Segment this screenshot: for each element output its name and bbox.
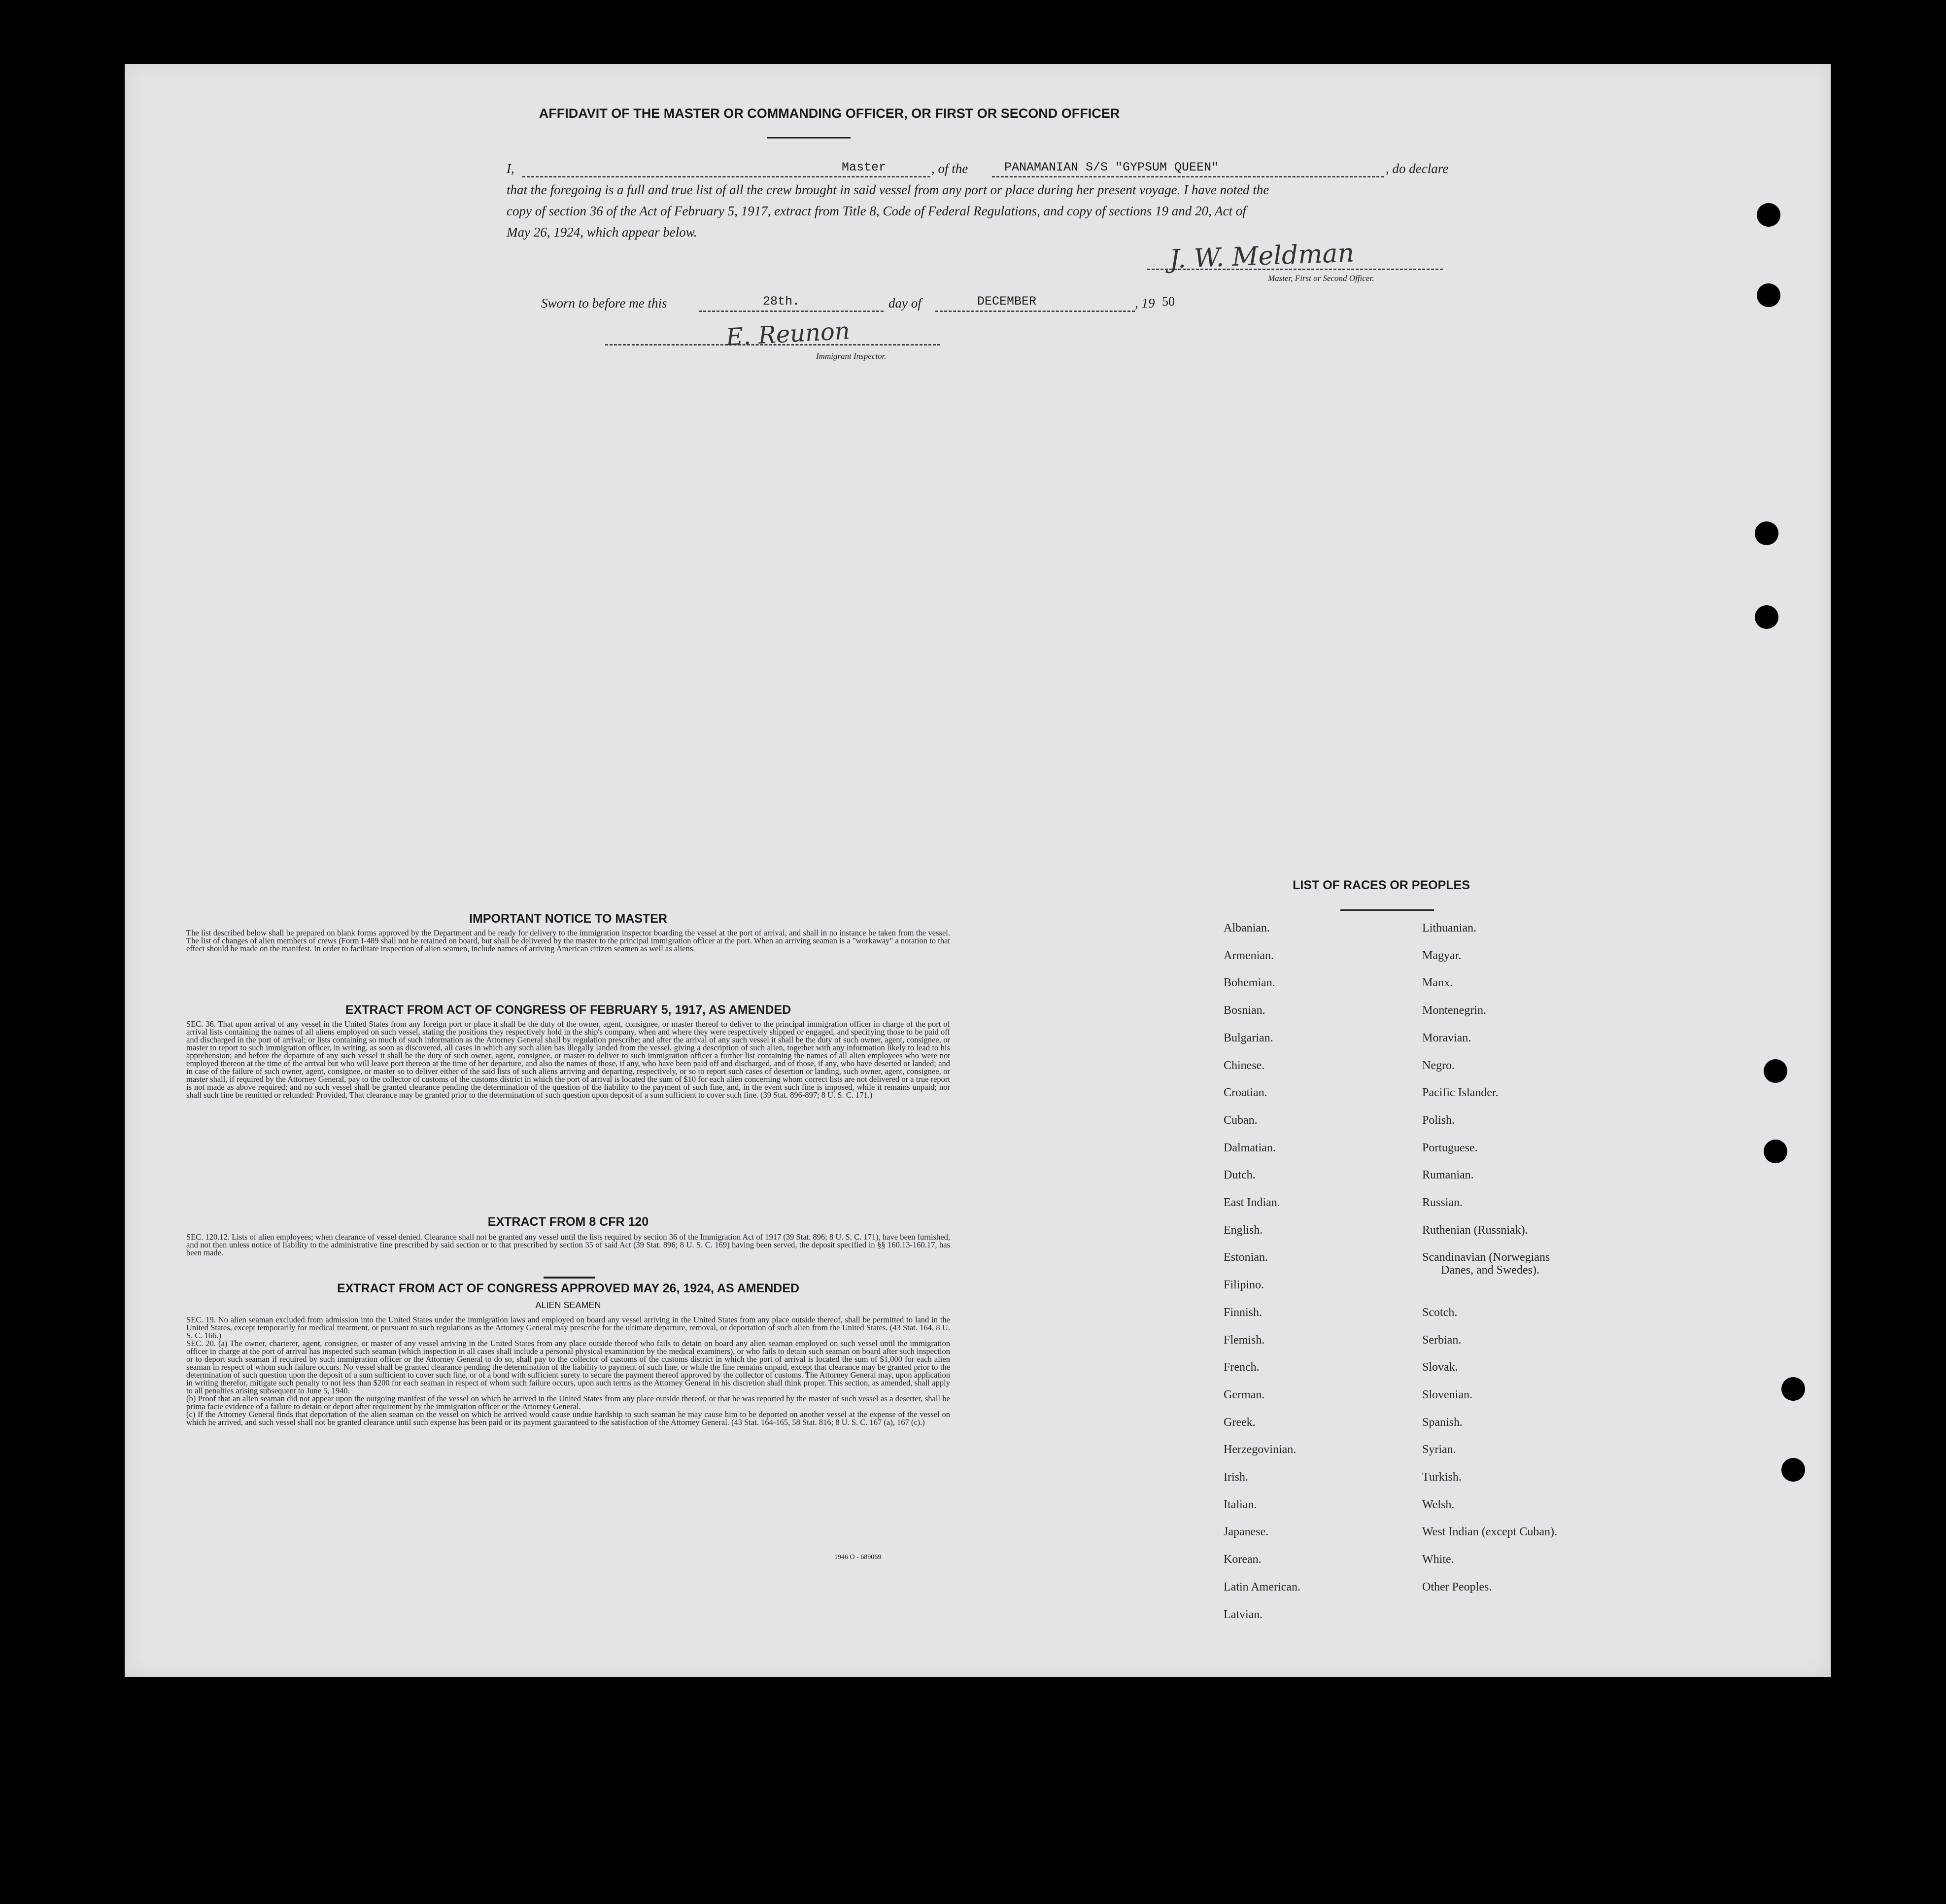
master-value: Master	[842, 160, 887, 174]
race-item: Latin American.	[1224, 1580, 1300, 1593]
month-value: DECEMBER	[977, 294, 1037, 309]
race-item: Latvian.	[1224, 1608, 1263, 1621]
extract-1917-text: SEC. 36. That upon arrival of any vessel in the United States from any foreign port or place it shall be the duty of the owner, agent, consignee, or master thereof to deliver to the principal immigration officer in charge of the port of arrival lists containing the names of all aliens employed on such vessel, stating the positions they respectively hold in the ship's company, when and where they were respectively shipped or engaged, and specifying those to be paid off and discharged in the port of arrival; or lists containing so much of such information as the Attorney General shall by regulation prescribe; and after the arrival of any such vessel it shall be the duty of such owner, agent, consignee, or master to report to such immigration officer, in writing, as soon as discovered, all cases in which any such alien has illegally landed from the vessel, giving a description of such alien, together with any information likely to lead to his apprehension; and before the departure of any such vessel it shall be the duty of such owner, agent, consignee, or master to deliver to such immigration officer a further list containing the names of all alien employees who were not employed thereon at the time of the arrival but who will leave port thereon at the time of her departure, and also the names of those, if any, who have been paid off and discharged, and of those, if any, who have deserted or landed; and in case of the failure of such owner, agent, consignee, or master so to deliver either of the said lists of such aliens arriving and departing, respectively, or so to report such cases of desertion or landing, such owner, agent, consignee, or master shall, if required by the Attorney General, pay to the collector of customs of the customs district in which the port of arrival is located the sum of $10 for each alien concerning whom correct lists are not delivered or a true report is not made as above required; and no such vessel shall be granted clearance pending the determination of the question of the liability to the payment of such fine, and, in the event such fine is imposed, while it remains unpaid; nor shall such fine be remitted or refunded: Provided, That clearance may be granted prior to the determination of such question upon deposit of a sum sufficient to cover such fine. (39 Stat. 896-897; 8 U. S. C. 171.)	[186, 1019, 950, 1100]
year-value: 50	[1162, 294, 1175, 309]
month-line	[935, 311, 1135, 312]
master-signature: J. W. Meldman	[1169, 238, 1355, 275]
race-item: Croatian.	[1224, 1086, 1267, 1100]
affidavit-line2: that the foregoing is a full and true list of all the crew brought in said vessel from any port or place during her present voyage. I have noted the	[507, 182, 1269, 197]
punch-hole-8	[1781, 1458, 1805, 1482]
day-line	[699, 311, 884, 312]
race-item: Estonian.	[1224, 1251, 1268, 1264]
vessel-value: PANAMANIAN S/S "GYPSUM QUEEN"	[1004, 160, 1219, 174]
race-item: Scotch.	[1422, 1306, 1458, 1319]
race-item: French.	[1224, 1361, 1260, 1374]
race-item: Lithuanian.	[1422, 922, 1476, 935]
race-item: Turkish.	[1422, 1471, 1462, 1484]
title-rule	[767, 137, 851, 138]
race-item: West Indian (except Cuban).	[1422, 1525, 1557, 1539]
affidavit-title: AFFIDAVIT OF THE MASTER OR COMMANDING OFFICER, OR FIRST OR SECOND OFFICER	[539, 106, 1120, 121]
notice-text: The list described below shall be prepared on blank forms approved by the Department and be ready for delivery to the immigration inspector boarding the vessel at the port of arrival, and shall in no instance be taken from the vessel. The list of changes of alien members of crews (Form I-489 shall not be retained on board, but shall be delivered by the master to the principal immigration officer at the port. When an arriving seaman is a "workaway" a notation to that effect should be made on the manifest. In order to facilitate inspection of alien seamen, include names of arriving American citizen seamen as well as aliens.	[186, 928, 950, 953]
of-the-label: , of the	[931, 161, 968, 176]
sec-20c-text: (c) If the Attorney General finds that deportation of the alien seaman on the vessel on which he arrived would cause undue hardship to such seaman he may cause him to be deported on another vessel at the expense of the vessel on which he arrived, and such vessel shall not be granted clearance until such expense has been paid or its payment guaranteed to the satisfaction of the Attorney General. (43 Stat. 164-165, 58 Stat. 816; 8 U. S. C. 167 (a), 167 (c).)	[186, 1410, 950, 1427]
race-item: Montenegrin.	[1422, 1004, 1486, 1017]
race-item: Filipino.	[1224, 1279, 1264, 1292]
race-item: Slovenian.	[1422, 1388, 1472, 1401]
race-item: Albanian.	[1224, 922, 1270, 935]
race-item: German.	[1224, 1388, 1265, 1401]
extract-1924-subtitle: ALIEN SEAMEN	[535, 1300, 601, 1310]
race-item: Italian.	[1224, 1498, 1257, 1511]
race-item: Finnish.	[1224, 1306, 1263, 1319]
race-item: White.	[1422, 1553, 1454, 1566]
print-code: 1946 O - 689069	[834, 1554, 882, 1561]
punch-hole-4	[1755, 605, 1778, 629]
race-item: Dutch.	[1224, 1169, 1256, 1182]
sworn-line	[541, 296, 1231, 315]
cfr-rule	[544, 1277, 595, 1279]
races-title: LIST OF RACES OR PEOPLES	[1293, 878, 1470, 892]
race-item: Bosnian.	[1224, 1004, 1265, 1017]
cfr-title: EXTRACT FROM 8 CFR 120	[487, 1215, 649, 1229]
document-page	[125, 64, 1831, 1677]
race-item: Cuban.	[1224, 1113, 1258, 1127]
race-item: Dalmatian.	[1224, 1141, 1276, 1154]
sec-20a-text: SEC. 20. (a) The owner, charterer, agent, consignee, or master of any vessel arriving in the United States from any place outside thereof who fails to detain on board any alien seaman employed on such vessel until the immigration officer in charge at the port of arrival has inspected such seaman (which inspection in all cases shall include a personal physical examination by the medical examiners), or who fails to detain such seaman on board after such inspection or to deport such seaman if required by such immigration officer or the Attorney General to do so, shall pay to the collector of customs of the customs district in which the port of arrival is located the sum of $1,000 for each alien seaman in respect of whom such failure occurs. No vessel shall be granted clearance pending the determination of the liability to payment of such fine, or while the fine remains unpaid, except that clearance may be granted prior to the determination of such question upon the deposit of a sum sufficient to cover such fine, or of a bond with sufficient surety to secure the payment thereof approved by the collector of customs. The Attorney General may, upon application in writing therefor, mitigate such penalty to not less than $200 for each seaman in respect of whom such failure occurs, upon such terms as the Attorney General in his discretion shall think proper. This section, as amended, shall apply to all penalties arising subsequent to June 5, 1940.	[186, 1339, 950, 1395]
race-item: Danes, and Swedes).	[1441, 1264, 1539, 1277]
race-item: Syrian.	[1422, 1443, 1456, 1456]
punch-hole-7	[1781, 1377, 1805, 1401]
master-line	[522, 176, 930, 177]
races-col2	[1422, 922, 1718, 1681]
race-item: Rumanian.	[1422, 1169, 1474, 1182]
affidavit-line4: May 26, 1924, which appear below.	[507, 225, 697, 240]
extract-1924-title: EXTRACT FROM ACT OF CONGRESS APPROVED MAY 26, 1924, AS AMENDED	[337, 1281, 800, 1295]
races-rule	[1340, 909, 1434, 911]
race-item: Scandinavian (Norwegians	[1422, 1251, 1550, 1264]
race-item: English.	[1224, 1223, 1263, 1237]
master-caption: Master, First or Second Officer.	[1268, 274, 1374, 283]
punch-hole-3	[1755, 521, 1778, 545]
race-item: East Indian.	[1224, 1196, 1280, 1209]
race-item: Irish.	[1224, 1471, 1248, 1484]
punch-hole-6	[1764, 1140, 1787, 1163]
sec-19-text: SEC. 19. No alien seaman excluded from admission into the United States under the immigration laws and employed on board any vessel arriving in the United States from any place outside thereof, shall be permitted to land in the United States, except temporarily for medical treatment, or pursuant to such regulations as the Attorney General may prescribe for the ultimate departure, removal, or deportation of such alien from the United States. (43 Stat. 164, 8 U. S. C. 166.)	[186, 1315, 950, 1340]
inspector-caption: Immigrant Inspector.	[816, 351, 887, 361]
race-item: Magyar.	[1422, 949, 1462, 962]
sworn-label: Sworn to before me this	[541, 296, 667, 311]
race-item: Bohemian.	[1224, 976, 1275, 990]
races-col1	[1224, 922, 1411, 1681]
race-item: Flemish.	[1224, 1333, 1265, 1347]
race-item: Bulgarian.	[1224, 1031, 1273, 1044]
punch-hole-1	[1757, 203, 1780, 227]
race-item: Serbian.	[1422, 1333, 1462, 1347]
race-item: Other Peoples.	[1422, 1580, 1492, 1593]
notice-title: IMPORTANT NOTICE TO MASTER	[469, 912, 667, 926]
race-item: Russian.	[1422, 1196, 1463, 1209]
race-item: Slovak.	[1422, 1361, 1458, 1374]
race-item: Ruthenian (Russniak).	[1422, 1223, 1528, 1237]
race-item: Pacific Islander.	[1422, 1086, 1499, 1100]
year-prefix: , 19	[1135, 296, 1155, 311]
punch-hole-2	[1757, 283, 1780, 307]
race-item: Portuguese.	[1422, 1141, 1478, 1154]
race-item: Herzegovinian.	[1224, 1443, 1297, 1456]
do-declare-label: , do declare	[1386, 161, 1449, 176]
extract-1917-title: EXTRACT FROM ACT OF CONGRESS OF FEBRUARY 5, 1917, AS AMENDED	[345, 1003, 791, 1017]
race-item: Korean.	[1224, 1553, 1262, 1566]
race-item: Japanese.	[1224, 1525, 1269, 1539]
sec-20b-text: (b) Proof that an alien seaman did not appear upon the outgoing manifest of the vessel on which he arrived in the United States from any place outside thereof, or that he was reported by the master of such vessel as a deserter, shall be prima facie evidence of a failure to detain or deport after requirement by the immigration officer or the Attorney General.	[186, 1394, 950, 1411]
i-label: I,	[507, 161, 514, 176]
race-item: Manx.	[1422, 976, 1453, 990]
inspector-signature: E. Reunon	[725, 317, 851, 351]
race-item: Welsh.	[1422, 1498, 1455, 1511]
affidavit-line1	[507, 161, 1574, 181]
race-item: Negro.	[1422, 1059, 1455, 1072]
race-item: Moravian.	[1422, 1031, 1471, 1044]
day-of-label: day of	[888, 296, 922, 311]
affidavit-line3: copy of section 36 of the Act of February 5, 1917, extract from Title 8, Code of Federal Regulations, and copy of sections 19 and 20, Act of	[507, 204, 1246, 218]
punch-hole-5	[1764, 1059, 1787, 1083]
race-item: Chinese.	[1224, 1059, 1265, 1072]
day-value: 28th.	[763, 294, 800, 309]
extract-1924-body	[186, 1316, 950, 1426]
vessel-line	[992, 176, 1384, 177]
race-item: Greek.	[1224, 1416, 1256, 1429]
race-item: Spanish.	[1422, 1416, 1463, 1429]
cfr-text: SEC. 120.12. Lists of alien employees; when clearance of vessel denied. Clearance shall not be granted any vessel until the lists required by section 36 of the Immigration Act of 1917 (39 Stat. 896; 8 U. S. C. 171), have been furnished, and not then unless notice of liability to the administrative fine prescribed by said section or to that prescribed by section 35 of said Act (39 Stat. 896; 8 U. S. C. 169) having been served, the deposit specified in §§ 160.13-160.17, has been made.	[186, 1232, 950, 1257]
race-item: Armenian.	[1224, 949, 1274, 962]
race-item: Polish.	[1422, 1113, 1455, 1127]
